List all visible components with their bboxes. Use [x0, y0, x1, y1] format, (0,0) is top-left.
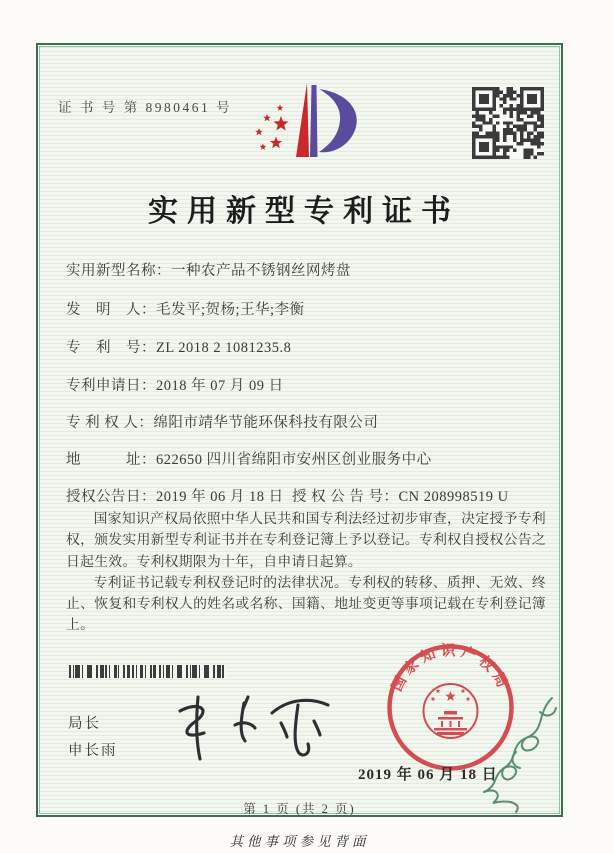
- legal-text: [66, 508, 546, 636]
- director-name: 申长雨: [68, 743, 118, 759]
- field-label: 专 利 权 人：: [66, 415, 154, 431]
- page-number: 第 1 页 (共 2 页): [243, 802, 356, 816]
- certificate-number: [58, 96, 232, 116]
- field-value: CN 208998519 U: [398, 489, 509, 505]
- field-row-name: [66, 259, 351, 280]
- field-row-grant: [66, 485, 509, 506]
- field-row-inventors: [66, 298, 305, 319]
- qr-code: [472, 87, 544, 159]
- field-row-address: [66, 448, 432, 469]
- director-title: 局长: [68, 716, 101, 732]
- field-value: 一种农产品不锈钢丝网烤盘: [171, 263, 351, 279]
- corner-flourish-icon: [466, 690, 560, 814]
- field-row-filing-date: [66, 374, 284, 395]
- seal-text: 国家知识产权局: [389, 643, 512, 695]
- seal-date: 2019 年 06 月 18 日: [358, 767, 498, 783]
- field-value: 绵阳市靖华节能环保科技有限公司: [153, 415, 379, 431]
- field-label: 授 权 公 告 号：: [292, 489, 399, 505]
- certificate-number-label: 证 书 号: [58, 100, 118, 115]
- svg-text:国家知识产权局: [387, 641, 512, 694]
- field-value: 2019 年 06 月 18 日: [156, 489, 284, 505]
- field-value: ZL 2018 2 1081235.8: [156, 340, 292, 356]
- field-label: 专利申请日：: [66, 378, 156, 394]
- field-label: 实用新型名称：: [66, 263, 171, 279]
- field-value: 622650 四川省绵阳市安州区创业服务中心: [156, 452, 432, 468]
- back-side-note: 其他事项参见背面: [229, 834, 370, 849]
- certificate-title: 实用新型专利证书: [148, 195, 460, 228]
- legal-paragraph-2: 专利证书记载专利权登记时的法律状况。专利权的转移、质押、无效、终止、恢复和专利权人的姓名或名称、国籍、地址变更等事项记载在专利登记簿上。: [66, 574, 546, 633]
- grant-number-group: [292, 485, 509, 506]
- field-label: 专 利 号：: [66, 340, 156, 356]
- barcode: [69, 665, 226, 678]
- field-row-patent-number: [66, 336, 291, 357]
- field-value: 2018 年 07 月 09 日: [156, 378, 284, 394]
- field-label: 发 明 人：: [66, 302, 156, 318]
- legal-paragraph-1: 国家知识产权局依照中华人民共和国专利法经过初步审查，决定授予专利权，颁发实用新型专利证书并在专利登记簿上予以登记。专利权自授权公告之日起生效。专利权期限为十年，自申请日起算。: [66, 511, 546, 569]
- director-signature-icon: [152, 685, 342, 770]
- tiananmen-emblem-icon: [434, 711, 467, 735]
- field-label: 授权公告日：: [66, 489, 156, 505]
- field-row-patentee: [66, 411, 378, 432]
- field-label: 地 址：: [66, 452, 156, 468]
- cnipa-logo-icon: [240, 73, 400, 188]
- field-value: 毛发平;贺杨;王华;李衡: [156, 302, 305, 318]
- certificate-number-value: 第 8980461 号: [123, 100, 233, 115]
